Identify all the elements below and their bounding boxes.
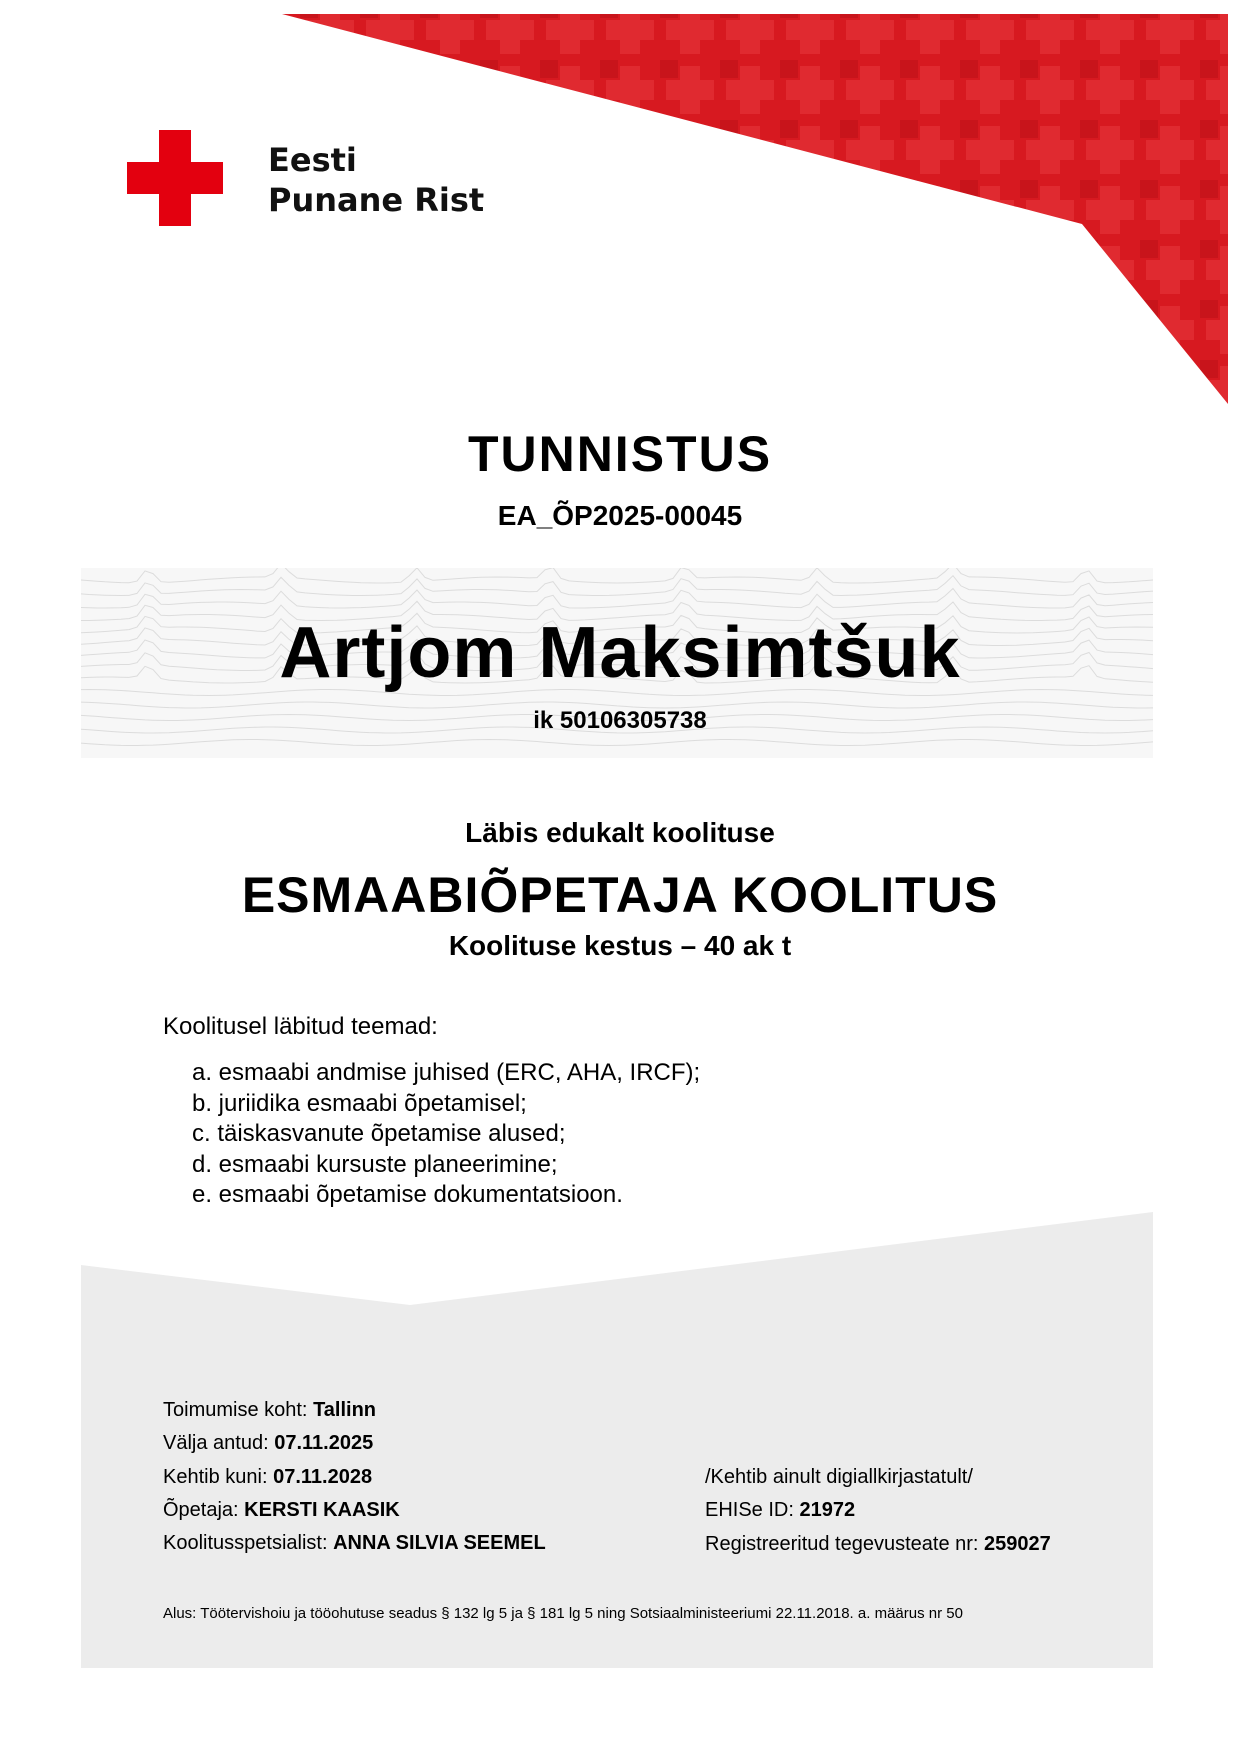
logo-text: [268, 140, 484, 220]
topics-heading: Koolitusel läbitud teemad:: [163, 1013, 438, 1040]
location-line: Toimumise koht: Tallinn: [163, 1399, 377, 1421]
registry-number: 259027: [984, 1532, 1051, 1555]
topic-item: d. esmaabi kursuste planeerimine;: [192, 1150, 558, 1178]
ehis-line: EHISe ID: 21972: [705, 1499, 856, 1522]
issued-date: 07.11.2025: [274, 1432, 374, 1455]
valid-line: Kehtib kuni: 07.11.2028: [163, 1465, 373, 1488]
location-value: Tallinn: [313, 1399, 377, 1421]
red-cross-icon: [127, 130, 223, 226]
issued-line: Välja antud: 07.11.2025: [163, 1432, 374, 1455]
passed-text: Läbis edukalt koolituse: [465, 817, 775, 848]
certificate-title: TUNNISTUS: [467, 426, 773, 482]
specialist-line: Koolitusspetsialist: ANNA SILVIA SEEMEL: [163, 1532, 546, 1555]
details-right: [705, 1461, 1051, 1561]
topic-item: a. esmaabi andmise juhised (ERC, AHA, IRCF);: [192, 1059, 701, 1086]
details-left: [163, 1394, 546, 1560]
topic-item: c. täiskasvanute õpetamise alused;: [192, 1120, 566, 1147]
logo-line-1: Eesti: [268, 141, 357, 179]
teacher-line: Õpetaja: KERSTI KAASIK: [163, 1498, 400, 1521]
holder-id-code: ik 50106305738: [533, 707, 707, 734]
registry-line: Registreeritud tegevusteate nr: 259027: [705, 1532, 1051, 1555]
teacher-name: KERSTI KAASIK: [244, 1498, 400, 1521]
digital-signature-note: /Kehtib ainult digiallkirjastatult/: [705, 1466, 973, 1488]
course-duration: Koolituse kestus – 40 ak t: [448, 930, 792, 961]
course-name: ESMAABIÕPETAJA KOOLITUS: [241, 867, 999, 923]
topic-item: b. juriidika esmaabi õpetamisel;: [192, 1089, 527, 1117]
specialist-name: ANNA SILVIA SEEMEL: [333, 1532, 546, 1555]
legal-basis: Alus: Töötervishoiu ja tööohutuse seadus § 132 lg 5 ja § 181 lg 5 ning Sotsiaalministeeriumi 22.11.2018. a. määrus nr 50: [163, 1605, 963, 1622]
ehis-id: 21972: [799, 1499, 856, 1522]
logo-line-2: Punane Rist: [268, 181, 485, 219]
holder-name: Artjom Maksimtšuk: [279, 613, 961, 693]
topic-item: e. esmaabi õpetamise dokumentatsioon.: [192, 1181, 623, 1208]
valid-until-date: 07.11.2028: [273, 1465, 373, 1488]
topics-list: [192, 1058, 700, 1211]
certificate-number: EA_ÕP2025-00045: [497, 500, 743, 531]
